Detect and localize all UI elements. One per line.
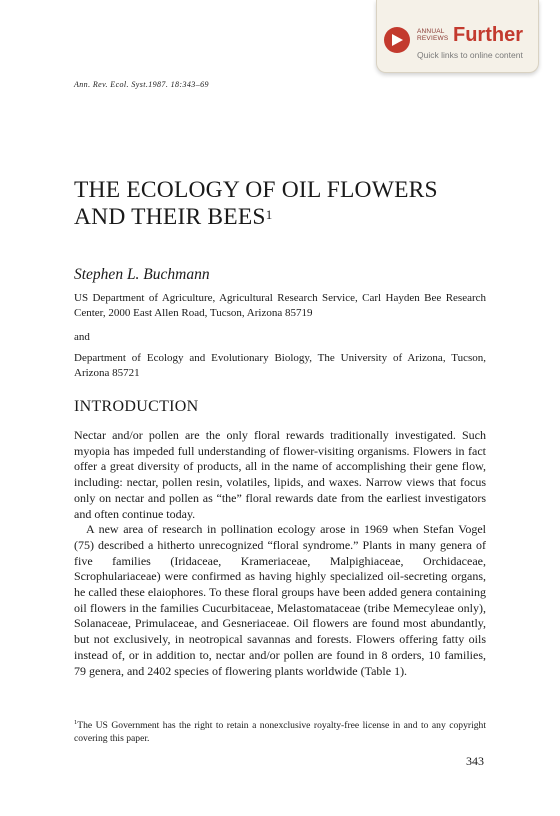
affiliation-1: US Department of Agriculture, Agricultural Research Service, Carl Hayden Bee Research Center, 2000 East Allen Road, Tucson, Arizona 85719 [74,292,486,319]
page-number: 343 [466,754,484,768]
body-text [74,428,486,679]
paragraph-2: A new area of research in pollination ecology arose in 1969 when Stefan Vogel (75) described a hitherto unrecognized “floral syndrome.” Plants in many genera of five families (Iridaceae, Krameriaceae, Malpighiaceae, Orchidaceae, Scrophulariaceae) were confirmed as having highly specialized oil-secreting organs, he called these elaiophores. To these floral groups have been added genera containing oil flowers in the families Cucurbitaceae, Melastomataceae (tribe Memecyleae only), Solanaceae, Primulaceae, and Gesneriaceae. Oil flowers are found most abundantly, but not exclusively, in neotropical savannas and forests. Flowers offering fatty oils instead of, or in addition to, nectar and/or pollen are found in 8 orders, 10 families, 79 genera, and 2402 species of flowering plants worldwide (Table 1). [74,522,486,678]
title-line-2-text: AND THEIR BEES [74,204,266,230]
title-line-2 [74,204,438,231]
paragraph-1: Nectar and/or pollen are the only floral rewards traditionally investigated. Such myopia has impeded full understanding of flower-visiting organisms. Flowers in fact offer a great diversity of products, all in the name of accomplishing their gene flow, including: nectar, pollen resin, volatiles, lipids, and waxes. Narrow views that focus only on nectar and pollen as “the” floral rewards date from the earliest investigators and often continue today. [74,428,486,521]
footnote [74,716,486,745]
title-footnote-mark[interactable]: 1 [265,207,273,222]
affiliation-conjunction: and [74,331,90,343]
annual-reviews-further-banner[interactable] [376,0,539,73]
section-heading: INTRODUCTION [74,398,199,415]
footnote-text: The US Government has the right to retain a nonexclusive royalty-free license in and to any copyright covering this paper. [74,720,486,745]
article-title [74,177,438,231]
banner-publisher [417,28,448,42]
banner-further-label: Further [453,24,523,46]
affiliation-2: Department of Ecology and Evolutionary Biology, The University of Arizona, Tucson, Arizona 85721 [74,352,486,379]
banner-subtitle: Quick links to online content [417,50,523,60]
banner-publisher-line1: ANNUAL [417,28,445,35]
banner-publisher-line2: REVIEWS [417,35,449,42]
author-name: Stephen L. Buchmann [74,266,210,283]
title-line-1: THE ECOLOGY OF OIL FLOWERS [74,177,438,203]
arrow-play-icon [384,27,410,53]
journal-citation: Ann. Rev. Ecol. Syst.1987. 18:343–69 [74,80,209,89]
footnote-mark: 1 [74,719,78,726]
